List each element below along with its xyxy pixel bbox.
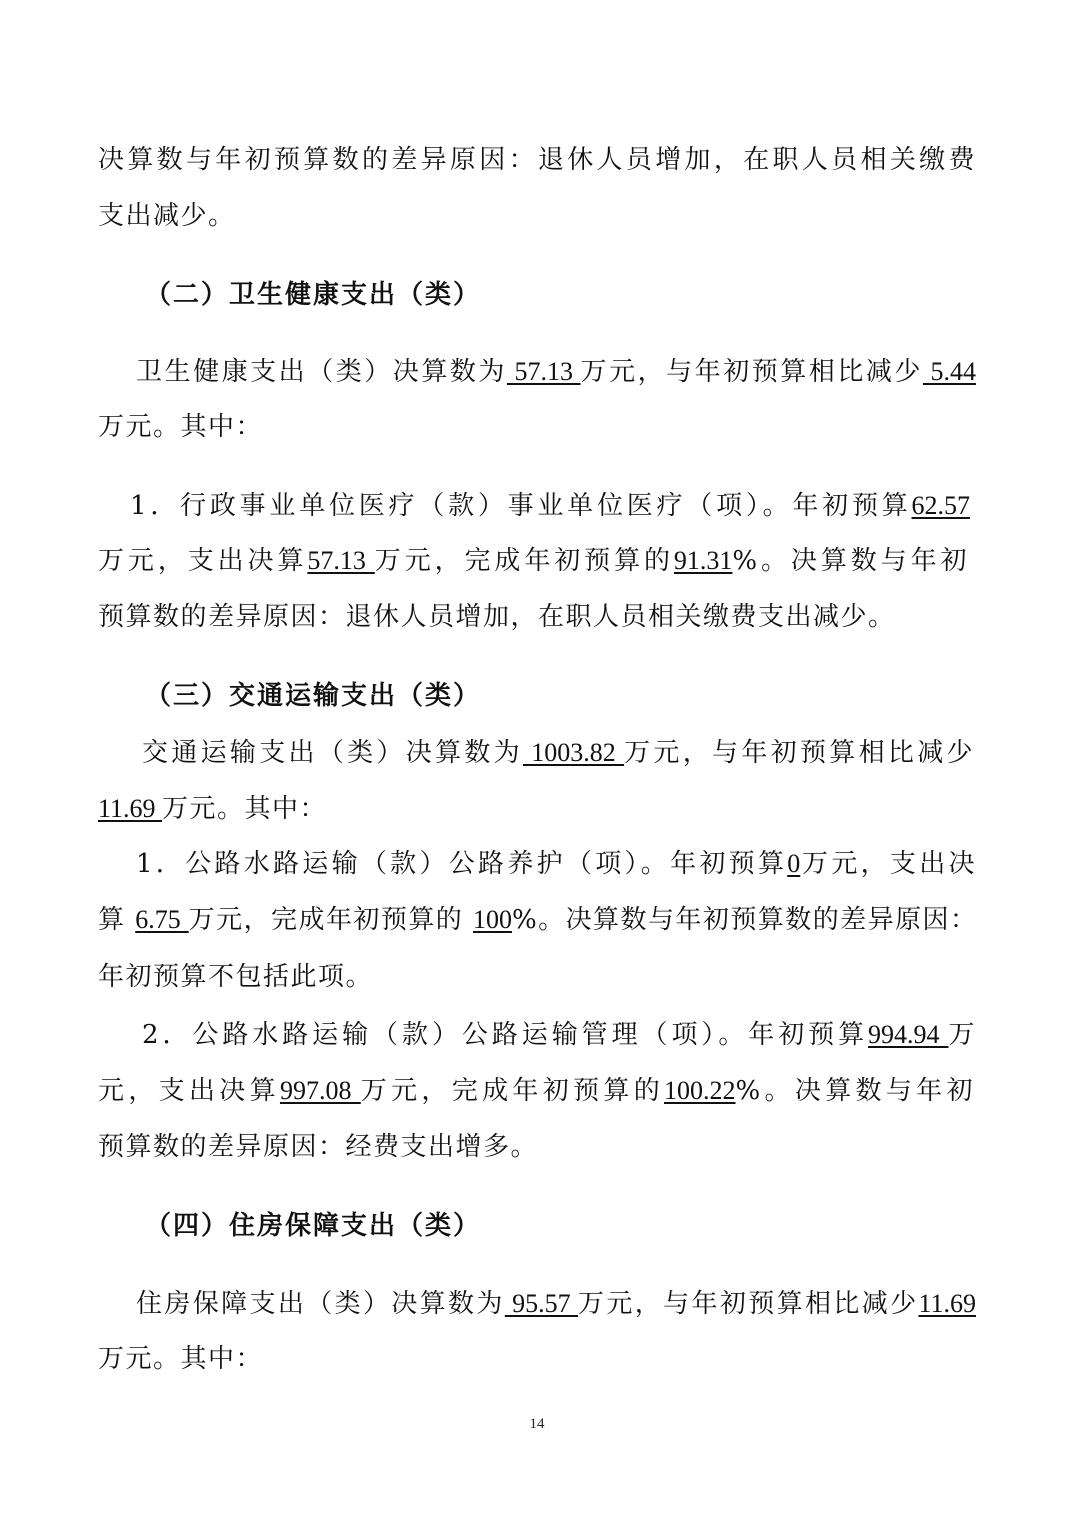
underlined-value: 100.22 <box>664 1076 736 1105</box>
text: 万元，支出决算 <box>98 546 308 576</box>
underlined-value: 57.13 <box>307 546 375 575</box>
text: %。决算数与年初 <box>735 1076 974 1106</box>
text: %。决算数与年初预算数的差异原因： <box>511 905 977 935</box>
underlined-value: 6.75 <box>135 905 189 934</box>
underlined-value: 11.69 <box>918 1289 976 1318</box>
text: 万元，完成年初预算的 <box>374 546 674 576</box>
text: 1．行政事业单位医疗（款）事业单位医疗（项）。年初预算 <box>130 491 912 521</box>
paragraph-line <box>98 1075 974 1107</box>
underlined-value: 62.57 <box>911 491 970 520</box>
paragraph-line <box>98 904 976 936</box>
text: 预算数的差异原因：经费支出增多。 <box>98 1132 539 1162</box>
paragraph-line <box>98 144 976 176</box>
text: 万元，完成年初预算的 <box>360 1076 665 1106</box>
text: 交通运输支出（类）决算数为 <box>142 738 523 768</box>
underlined-value: 5.44 <box>922 357 976 386</box>
paragraph-line <box>98 545 968 577</box>
underlined-value: 11.69 <box>98 794 163 823</box>
section-heading: （三）交通运输支出（类） <box>145 681 482 711</box>
paragraph-line <box>98 411 263 443</box>
section-heading: （二）卫生健康支出（类） <box>145 280 482 310</box>
text: 决算数与年初预算数的差异原因：退休人员增加，在职人员相关缴费 <box>98 145 976 175</box>
text: 预算数的差异原因：退休人员增加，在职人员相关缴费支出减少。 <box>98 602 896 632</box>
text: 卫生健康支出（类）决算数为 <box>136 357 507 387</box>
underlined-value: 95.57 <box>504 1289 579 1318</box>
paragraph-line <box>98 200 236 232</box>
text: 万元。其中： <box>98 412 264 442</box>
text: 万元，与年初预算相比减少 <box>578 1289 919 1319</box>
text: %。决算数与年初 <box>732 546 968 576</box>
paragraph-line <box>98 1131 538 1163</box>
paragraph-line <box>98 601 896 633</box>
paragraph-line <box>130 490 970 522</box>
paragraph-line <box>136 848 976 880</box>
paragraph-line <box>98 793 327 825</box>
underlined-value: 57.13 <box>506 357 581 386</box>
underlined-value: 91.31 <box>673 546 733 575</box>
underlined-value: 994.94 <box>868 1020 949 1049</box>
paragraph-line <box>142 1019 976 1051</box>
text: 1．公路水路运输（款）公路养护（项）。年初预算 <box>136 849 788 879</box>
paragraph-line <box>142 737 974 769</box>
underlined-value: 0 <box>787 849 801 878</box>
text: 万 <box>948 1020 977 1050</box>
underlined-value: 100 <box>472 905 512 934</box>
text: 万元，支出决 <box>800 849 976 879</box>
text: 万元，完成年初预算的 <box>188 905 464 935</box>
paragraph-line <box>98 961 373 993</box>
text: 万元。其中： <box>98 1344 264 1374</box>
text: 2．公路水路运输（款）公路运输管理（项）。年初预算 <box>142 1020 869 1050</box>
paragraph-line <box>136 356 976 388</box>
paragraph-line <box>98 1343 263 1375</box>
underlined-value: 1003.82 <box>523 738 625 767</box>
page-number: 14 <box>529 1416 545 1432</box>
text: 万元，与年初预算相比减少 <box>580 357 923 387</box>
text: 年初预算不包括此项。 <box>98 962 374 992</box>
text: 支出减少。 <box>98 201 236 231</box>
section-heading: （四）住房保障支出（类） <box>145 1211 482 1241</box>
paragraph-line <box>136 1288 976 1320</box>
underlined-value: 997.08 <box>279 1076 361 1105</box>
text: 算 <box>98 905 126 935</box>
text: 住房保障支出（类）决算数为 <box>136 1289 505 1319</box>
text: 元，支出决算 <box>98 1076 280 1106</box>
text: 万元，与年初预算相比减少 <box>624 738 974 768</box>
text: 万元。其中： <box>162 794 328 824</box>
